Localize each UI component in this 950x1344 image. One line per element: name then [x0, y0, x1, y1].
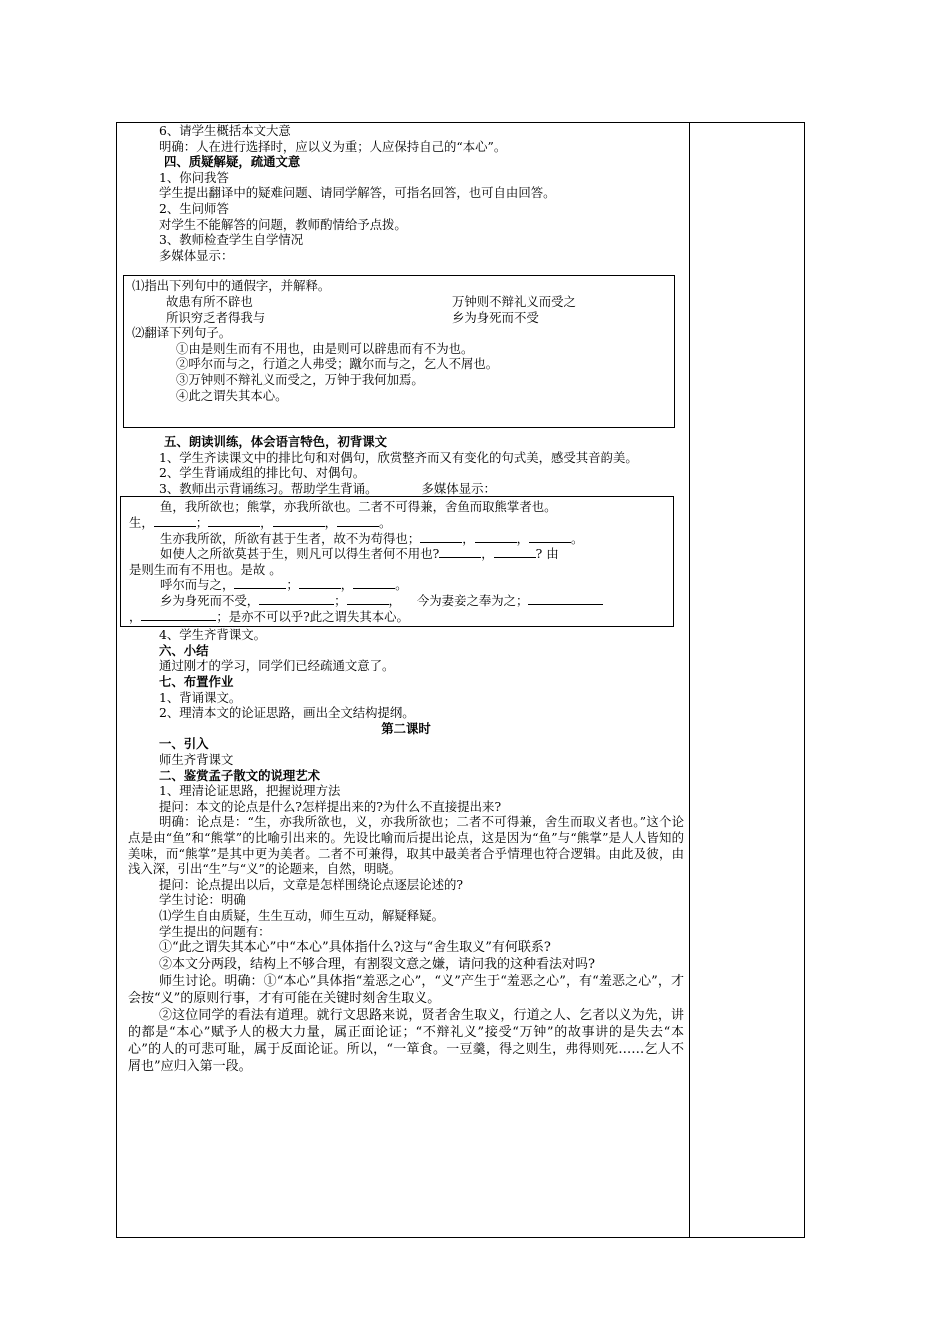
column-divider — [689, 122, 690, 1238]
exercise-item: 所识穷乏者得我与 — [166, 309, 266, 325]
recitation-line: 生亦我所欲，所欲有甚于生者，故不为苟得也； ， ， 。 — [160, 530, 584, 546]
exercise-item: 乡为身死而不受 — [452, 309, 539, 325]
fill-blank[interactable] — [141, 609, 216, 621]
fill-blank[interactable] — [439, 546, 481, 558]
recitation-line: 乡为身死而不受， ； ， 今为妻妾之奉为之； — [129, 593, 667, 609]
fill-blank[interactable] — [259, 593, 334, 605]
section-heading-6: 六、小结 — [159, 642, 209, 658]
fill-blank[interactable] — [494, 546, 536, 558]
text-line: 多媒体显示： — [159, 247, 234, 263]
text-fragment: 生亦我所欲，所欲有甚于生者，故不为苟得也； — [160, 530, 421, 546]
text-line: 2、生问师答 — [159, 200, 229, 216]
fill-blank[interactable] — [337, 515, 379, 527]
text-line: 通过刚才的学习，同学们已经疏通文意了。 — [159, 658, 395, 674]
fill-blank[interactable] — [299, 577, 341, 589]
text-fragment: 乡为身死而不受， — [160, 593, 260, 609]
recitation-line: 生， ； ， ， 。 — [129, 515, 392, 531]
section-heading-4: 四、质疑解疑，疏通文意 — [164, 154, 301, 170]
fill-blank[interactable] — [347, 593, 389, 605]
text-line: 3、教师检查学生自学情况 — [159, 232, 304, 248]
text-line: 学生提出的问题有： — [159, 923, 271, 939]
text-fragment: 今为妻妾之奉为之； — [416, 593, 529, 609]
recitation-line: 呼尔而与之， ； ， 。 — [160, 577, 408, 593]
text-line: 1、你问我答 — [159, 169, 229, 185]
exercise-row — [132, 310, 668, 326]
text-line: 学生提出翻译中的疑难问题、请同学解答，可指名回答，也可自由回答。 — [159, 185, 556, 201]
text-fragment: 如使人之所欲莫甚于生，则凡可以得生者何不用也? — [160, 546, 440, 562]
text-fragment: ；是亦不可以乎?此之谓失其本心。 — [216, 608, 409, 624]
text-line: 2、学生背诵成组的排比句、对偶句。 — [159, 465, 366, 481]
fill-blank[interactable] — [529, 531, 571, 543]
exercise-box-1 — [123, 275, 675, 428]
exercise-question: ⑴指出下列句中的通假字，并解释。 — [132, 278, 331, 294]
text-line: 师生齐背课文 — [159, 751, 234, 767]
text-paragraph: 1、学生齐读课文中的排比句和对偶句，欣赏整齐而又有变化的句式美，感受其音韵美。 — [159, 449, 638, 465]
text-paragraph: 师生讨论。明确：①“本心”具体指“羞恶之心”，“义”产生于“羞恶之心”，有“羞恶之心”，才会按“义”的原则行事，才有可能在关键时刻舍生取义。 — [128, 974, 684, 1007]
text-line: 提问：本文的论点是什么?怎样提出来的?为什么不直接提出来? — [159, 798, 502, 814]
exercise-sentence: ①由是则生而有不用也，由是则可以辟患而有不为也。 — [176, 340, 474, 356]
exercise-item: 故患有所不辟也 — [166, 293, 253, 309]
fill-blank[interactable] — [234, 577, 286, 589]
text-fragment: ? 由 — [535, 546, 559, 562]
recitation-line: 如使人之所欲莫甚于生，则凡可以得生者何不用也? ， ? 由 — [160, 546, 559, 562]
text-fragment: 多媒体显示： — [421, 480, 496, 496]
text-fragment: 生， — [129, 515, 154, 531]
text-line: 对学生不能解答的问题，教师酌情给予点拨。 — [159, 216, 407, 232]
text-paragraph: ②这位同学的看法有道理。就行文思路来说，贤者舍生取义，行道之人、乞者以义为先，讲的都是“本心”赋予人的极大力量，属正面论证；“不辩礼义”接受“万钟”的故事讲的是失去“本心”的人的可悲可耻，属于反面论证。所以，“一箪食。一豆羹，得之则生，弗得则死……乞人不屑也”应归入第一段。 — [128, 1008, 684, 1075]
text-fragment: 呼尔而与之， — [160, 577, 235, 593]
text-line: 1、理清论证思路，把握说理方法 — [159, 783, 341, 799]
recitation-line: 鱼，我所欲也；熊掌，亦我所欲也。二者不可得兼，舍鱼而取熊掌者也。 — [160, 499, 557, 515]
section-heading: 一、引入 — [159, 736, 209, 752]
recitation-line: 是则生而有不用也。是故 。 — [129, 561, 282, 577]
text-fragment: 3、教师出示背诵练习。帮助学生背诵。 — [159, 480, 378, 496]
recitation-line: ， ；是亦不可以乎?此之谓失其本心。 — [129, 608, 409, 624]
text-paragraph: 明确：论点是：“生，亦我所欲也，义，亦我所欲也；二者不可得兼，舍生而取义者也。”这个论点是由“鱼”和“熊掌”的比喻引出来的。先设比喻而后提出论点，这是因为“鱼”与“熊掌”是人人皆知的美味，而“熊掌”是其中更为美者。二者不可兼得，取其中最美者合乎情理也符合逻辑。由此及彼，由浅入深，引出“生”与“义”的论题来，自然，明晓。 — [128, 814, 684, 877]
text-line: ⑴学生自由质疑，生生互动，师生互动，解疑释疑。 — [159, 907, 444, 923]
section-heading: 二、鉴赏孟子散文的说理艺术 — [159, 767, 321, 783]
fill-blank[interactable] — [154, 515, 196, 527]
exercise-sentence: ④此之谓失其本心。 — [176, 387, 288, 403]
summary-step: 6、请学生概括本文大意 — [159, 123, 291, 138]
text-line — [128, 481, 684, 497]
fill-blank[interactable] — [273, 515, 325, 527]
lesson-title: 第二课时 — [381, 720, 431, 736]
text-line: 1、背诵课文。 — [159, 689, 242, 705]
exercise-question: ⑵翻译下列句子。 — [132, 325, 232, 341]
text-line: 提问：论点提出以后，文章是怎样围绕论点逐层论述的? — [159, 876, 464, 892]
summary-answer: 明确：人在进行选择时，应以义为重；人应保持自己的“本心”。 — [159, 138, 507, 154]
fill-blank[interactable] — [420, 531, 462, 543]
text-line: 2、理清本文的论证思路，画出全文结构提纲。 — [159, 705, 415, 721]
section-heading-7: 七、布置作业 — [159, 674, 234, 689]
fill-blank[interactable] — [353, 577, 395, 589]
exercise-sentence: ③万钟则不辩礼义而受之，万钟于我何加焉。 — [176, 371, 424, 387]
exercise-item: 万钟则不辩礼义而受之 — [452, 293, 576, 309]
lesson-content — [128, 123, 684, 1075]
exercise-sentence: ②呼尔而与之，行道之人弗受；蹴尔而与之，乞人不屑也。 — [176, 356, 499, 372]
text-line: 学生讨论：明确 — [159, 892, 246, 908]
fill-blank[interactable] — [475, 531, 517, 543]
text-line: 4、学生齐背课文。 — [159, 627, 267, 643]
exercise-row — [132, 294, 668, 310]
recitation-box — [120, 496, 674, 627]
text-paragraph: ②本文分两段，结构上不够合理，有割裂文意之嫌，请问我的这种看法对吗? — [159, 957, 595, 973]
text-paragraph: ①“此之谓失其本心”中“本心”具体指什么?这与“舍生取义”有何联系? — [159, 940, 551, 956]
section-heading-5: 五、朗读训练，体会语言特色，初背课文 — [164, 434, 388, 450]
fill-blank[interactable] — [528, 593, 603, 605]
fill-blank[interactable] — [208, 515, 260, 527]
